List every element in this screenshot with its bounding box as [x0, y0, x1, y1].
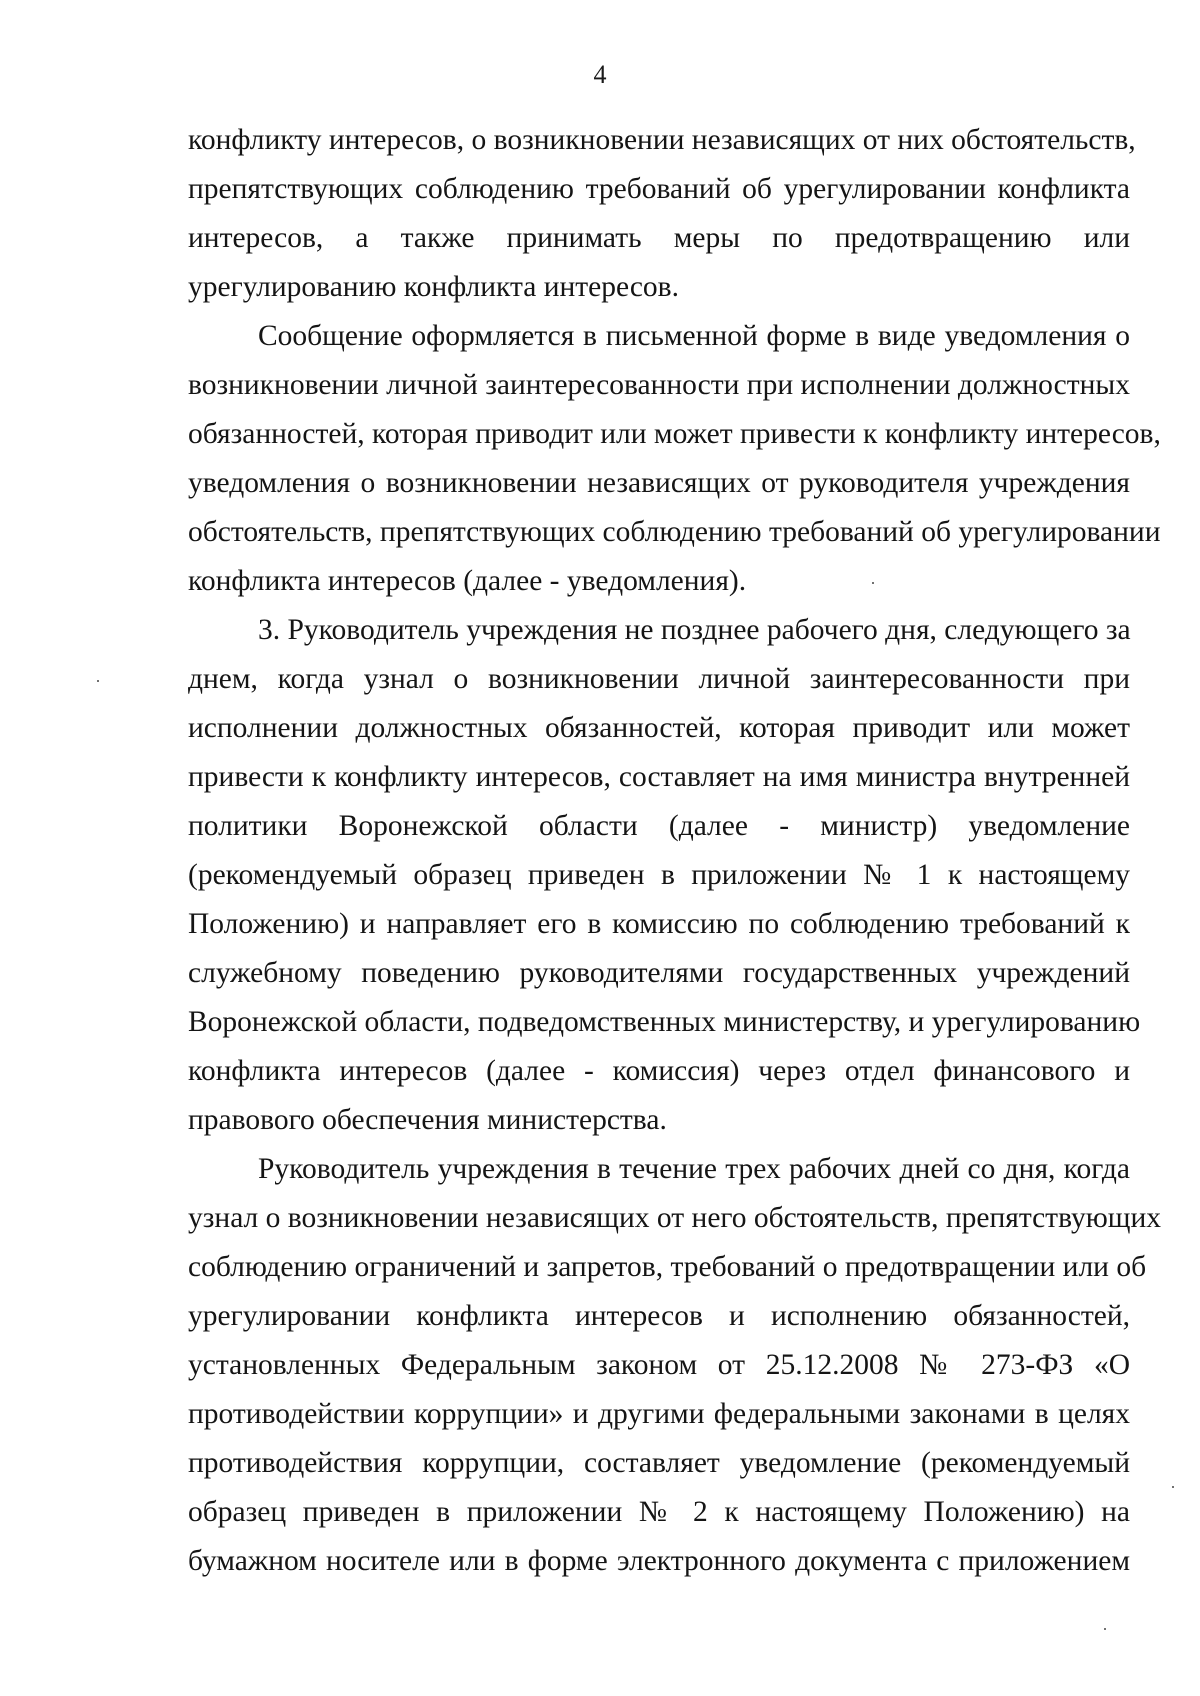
text-line: урегулировании конфликта интересов и исполнению обязанностей,: [188, 1300, 1130, 1332]
text-line: Руководитель учреждения в течение трех рабочих дней со дня, когда: [258, 1153, 1130, 1185]
text-line: возникновении личной заинтересованности при исполнении должностных: [188, 369, 1130, 401]
text-line: обстоятельств, препятствующих соблюдению требований об урегулировании: [188, 516, 1161, 548]
text-line: бумажном носителе или в форме электронного документа с приложением: [188, 1545, 1130, 1577]
text-line: правового обеспечения министерства.: [188, 1104, 667, 1136]
text-line: конфликту интересов, о возникновении независящих от них обстоятельств,: [188, 124, 1136, 156]
text-line: Воронежской области, подведомственных министерству, и урегулированию: [188, 1006, 1141, 1038]
text-line: узнал о возникновении независящих от него обстоятельств, препятствующих: [188, 1202, 1162, 1234]
text-line: исполнении должностных обязанностей, которая приводит или может: [188, 712, 1130, 744]
paragraph-p3: [188, 606, 1141, 1145]
text-line: Положению) и направляет его в комиссию по соблюдению требований к: [188, 908, 1130, 940]
text-line: конфликта интересов (далее - уведомления).: [188, 565, 747, 597]
scan-speck: [97, 680, 99, 682]
text-line: установленных Федеральным законом от 25.12.2008 № 273-ФЗ «О: [188, 1349, 1130, 1381]
text-line: уведомления о возникновении независящих от руководителя учреждения: [188, 467, 1130, 499]
page-number: 4: [593, 60, 607, 89]
text-line: днем, когда узнал о возникновении личной заинтересованности при: [188, 663, 1130, 695]
scan-speck: [872, 582, 874, 584]
text-line: 3. Руководитель учреждения не позднее рабочего дня, следующего за: [258, 614, 1131, 646]
paragraph-p2: [188, 312, 1161, 606]
text-line: интересов, а также принимать меры по предотвращению или: [188, 222, 1130, 254]
text-line: обязанностей, которая приводит или может привести к конфликту интересов,: [188, 418, 1161, 450]
text-line: противодействии коррупции» и другими федеральными законами в целях: [188, 1398, 1130, 1430]
document-body: [188, 116, 1162, 1586]
text-line: соблюдению ограничений и запретов, требований о предотвращении или об: [188, 1251, 1147, 1283]
text-line: урегулированию конфликта интересов.: [188, 271, 679, 303]
text-line: служебному поведению руководителями государственных учреждений: [188, 957, 1130, 989]
text-line: образец приведен в приложении № 2 к настоящему Положению) на: [188, 1496, 1130, 1528]
scan-speck: [1172, 1486, 1174, 1488]
paragraph-p4: [188, 1145, 1162, 1586]
text-line: противодействия коррупции, составляет уведомление (рекомендуемый: [188, 1447, 1130, 1479]
text-line: Сообщение оформляется в письменной форме в виде уведомления о: [258, 320, 1130, 352]
paragraph-p1: [188, 116, 1136, 312]
text-line: конфликта интересов (далее - комиссия) через отдел финансового и: [188, 1055, 1130, 1087]
text-line: (рекомендуемый образец приведен в приложении № 1 к настоящему: [188, 859, 1130, 891]
text-line: препятствующих соблюдению требований об урегулировании конфликта: [188, 173, 1130, 205]
text-line: привести к конфликту интересов, составляет на имя министра внутренней: [188, 761, 1130, 793]
scan-speck: [1104, 1628, 1106, 1630]
text-line: политики Воронежской области (далее - министр) уведомление: [188, 810, 1130, 842]
